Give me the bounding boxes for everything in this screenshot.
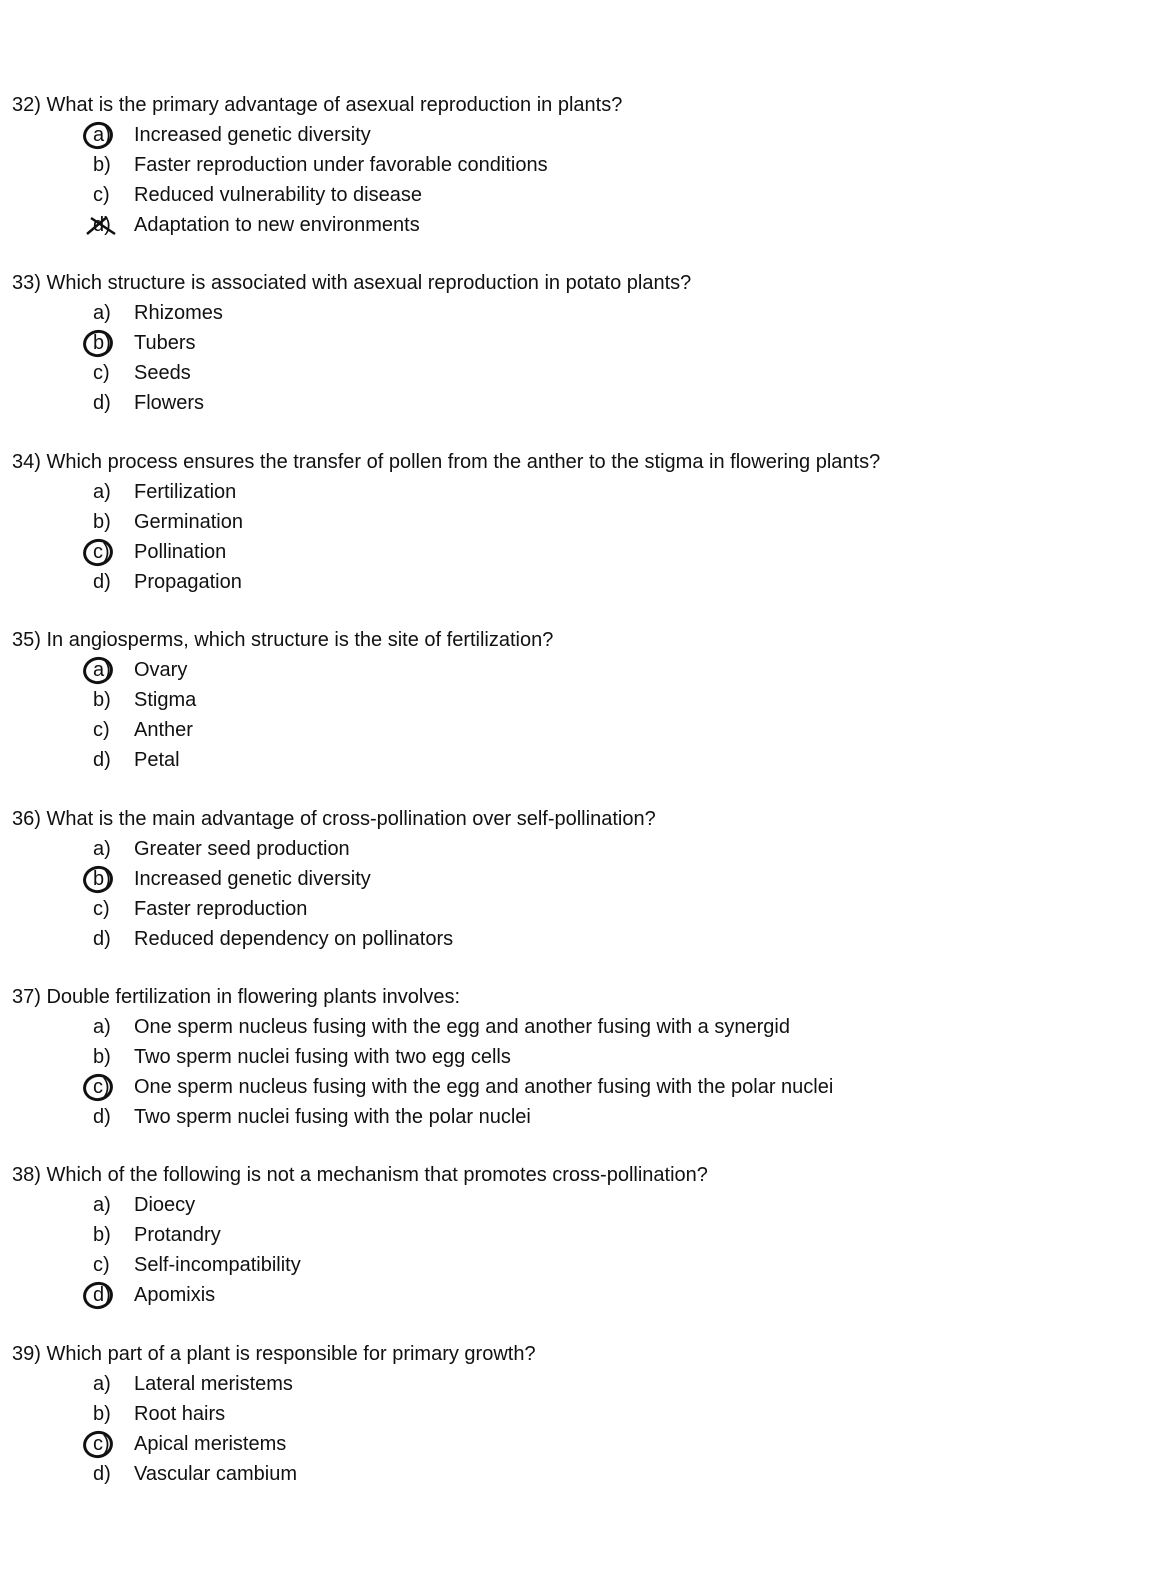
option-letter-text: b): [93, 511, 111, 533]
option-text: Greater seed production: [134, 838, 350, 860]
answer-option[interactable]: [12, 358, 691, 388]
option-letter-text: c): [93, 362, 110, 384]
answer-option[interactable]: [12, 1190, 708, 1220]
option-text: Pollination: [134, 541, 227, 563]
option-letter-text: d): [93, 928, 111, 950]
option-letter-text: b): [93, 1403, 111, 1425]
option-text: Apical meristems: [134, 1433, 287, 1455]
option-text: Germination: [134, 511, 243, 533]
question-number: 34): [12, 451, 41, 473]
option-text: Increased genetic diversity: [134, 868, 371, 890]
answer-option[interactable]: [12, 924, 656, 954]
answer-option[interactable]: [12, 1280, 708, 1310]
option-letter-text: a): [93, 838, 111, 860]
option-letter: [93, 1190, 129, 1220]
option-letter-text: a): [93, 302, 111, 324]
answer-option[interactable]: [12, 1429, 536, 1459]
option-letter: [93, 567, 129, 597]
option-text: Fertilization: [134, 481, 237, 503]
answer-option[interactable]: [12, 567, 880, 597]
option-letter: [93, 388, 129, 418]
option-letter-text: d): [93, 571, 111, 593]
option-letter: [93, 298, 129, 328]
option-letter-text: d): [93, 1284, 111, 1306]
question-prompt: In angiosperms, which structure is the site of fertilization?: [46, 629, 554, 651]
question-38: [12, 1160, 708, 1310]
option-letter: [93, 745, 129, 775]
option-text: Propagation: [134, 571, 242, 593]
option-letter: [93, 685, 129, 715]
option-letter-text: c): [93, 541, 110, 563]
handwritten-circle-mark: [81, 1071, 116, 1104]
option-letter-text: d): [93, 749, 111, 771]
option-letter-text: a): [93, 481, 111, 503]
option-letter-text: b): [93, 332, 111, 354]
option-letter-text: d): [93, 1463, 111, 1485]
option-letter-text: a): [93, 1373, 111, 1395]
answer-option[interactable]: [12, 150, 622, 180]
option-text: Faster reproduction: [134, 898, 308, 920]
option-text: Two sperm nuclei fusing with the polar nuclei: [134, 1106, 531, 1128]
option-letter-text: a): [93, 124, 111, 146]
answer-option[interactable]: [12, 477, 880, 507]
handwritten-circle-mark: [81, 536, 116, 569]
question-39: [12, 1339, 536, 1489]
question-text: [12, 1160, 708, 1190]
option-letter: [93, 537, 129, 567]
question-35: [12, 625, 553, 775]
option-letter-text: b): [93, 868, 111, 890]
answer-option[interactable]: [12, 1459, 536, 1489]
question-36: [12, 804, 656, 954]
question-prompt: Which process ensures the transfer of pollen from the anther to the stigma in flowering plants?: [46, 451, 881, 473]
option-letter-text: a): [93, 659, 111, 681]
question-number: 39): [12, 1343, 41, 1365]
answer-option[interactable]: [12, 120, 622, 150]
answer-option[interactable]: [12, 210, 622, 240]
option-letter: [93, 210, 129, 240]
option-text: Faster reproduction under favorable conditions: [134, 154, 548, 176]
question-number: 36): [12, 808, 41, 830]
option-letter: [93, 328, 129, 358]
answer-option[interactable]: [12, 1072, 834, 1102]
option-text: Dioecy: [134, 1194, 196, 1216]
answer-option[interactable]: [12, 328, 691, 358]
option-letter: [93, 507, 129, 537]
answer-option[interactable]: [12, 715, 553, 745]
question-text: [12, 1339, 536, 1369]
answer-option[interactable]: [12, 1250, 708, 1280]
option-letter: [93, 715, 129, 745]
option-letter-text: d): [93, 1106, 111, 1128]
question-prompt: Which part of a plant is responsible for primary growth?: [46, 1343, 536, 1365]
option-text: Rhizomes: [134, 302, 223, 324]
option-text: Vascular cambium: [134, 1463, 298, 1485]
option-letter-text: b): [93, 1046, 111, 1068]
option-letter: [93, 120, 129, 150]
answer-option[interactable]: [12, 537, 880, 567]
option-letter-text: b): [93, 689, 111, 711]
option-text: Tubers: [134, 332, 196, 354]
option-text: Seeds: [134, 362, 191, 384]
option-letter: [93, 655, 129, 685]
handwritten-circle-mark: [81, 1428, 116, 1461]
option-letter: [93, 1459, 129, 1489]
option-letter-text: a): [93, 1016, 111, 1038]
answer-option[interactable]: [12, 298, 691, 328]
option-letter: [93, 1429, 129, 1459]
option-text: One sperm nucleus fusing with the egg and another fusing with a synergid: [134, 1016, 790, 1038]
option-letter-text: c): [93, 898, 110, 920]
question-number: 37): [12, 986, 41, 1008]
option-text: Anther: [134, 719, 193, 741]
handwritten-cross-mark: [85, 214, 119, 236]
question-37: [12, 982, 834, 1132]
option-letter-text: d): [93, 392, 111, 414]
question-number: 32): [12, 94, 41, 116]
answer-option[interactable]: [12, 745, 553, 775]
option-letter-text: d): [93, 214, 111, 236]
option-text: Reduced dependency on pollinators: [134, 928, 454, 950]
answer-option[interactable]: [12, 1042, 511, 1072]
question-34: [12, 447, 880, 597]
answer-option[interactable]: [12, 507, 880, 537]
option-text: Self-incompatibility: [134, 1254, 301, 1276]
option-letter: [93, 1012, 129, 1042]
answer-option[interactable]: [12, 864, 656, 894]
option-letter: [93, 1072, 129, 1102]
option-letter: [93, 358, 129, 388]
answer-option[interactable]: [12, 388, 691, 418]
option-text: Protandry: [134, 1224, 221, 1246]
question-text: [12, 982, 460, 1012]
option-letter-text: c): [93, 1433, 110, 1455]
answer-option[interactable]: [12, 834, 656, 864]
option-letter: [93, 1220, 129, 1250]
option-text: Flowers: [134, 392, 205, 414]
question-32: [12, 90, 622, 240]
option-letter: [93, 1102, 129, 1132]
option-letter: [93, 1042, 129, 1072]
option-letter: [93, 1369, 129, 1399]
option-letter: [93, 834, 129, 864]
option-text: Increased genetic diversity: [134, 124, 371, 146]
question-text: [12, 804, 656, 834]
option-letter: [93, 924, 129, 954]
question-number: 38): [12, 1164, 41, 1186]
option-text: Reduced vulnerability to disease: [134, 184, 422, 206]
option-letter: [93, 150, 129, 180]
answer-option[interactable]: [12, 1012, 790, 1042]
option-letter-text: c): [93, 1076, 110, 1098]
option-text: Apomixis: [134, 1284, 216, 1306]
answer-option[interactable]: [12, 1369, 536, 1399]
option-letter: [93, 477, 129, 507]
option-letter-text: a): [93, 1194, 111, 1216]
answer-option[interactable]: [12, 180, 622, 210]
option-letter-text: c): [93, 1254, 110, 1276]
answer-option[interactable]: [12, 655, 553, 685]
option-letter: [93, 864, 129, 894]
option-text: Petal: [134, 749, 180, 771]
question-prompt: Which structure is associated with asexual reproduction in potato plants?: [46, 272, 692, 294]
question-prompt: Which of the following is not a mechanism that promotes cross-pollination?: [46, 1164, 708, 1186]
option-text: Stigma: [134, 689, 197, 711]
answer-option[interactable]: [12, 1399, 536, 1429]
option-letter-text: c): [93, 184, 110, 206]
question-number: 33): [12, 272, 41, 294]
question-33: [12, 268, 691, 418]
question-prompt: What is the main advantage of cross-pollination over self-pollination?: [46, 808, 656, 830]
option-letter: [93, 1399, 129, 1429]
option-letter-text: b): [93, 154, 111, 176]
question-number: 35): [12, 629, 41, 651]
option-letter: [93, 894, 129, 924]
question-prompt: Double fertilization in flowering plants involves:: [46, 986, 461, 1008]
question-text: [12, 447, 880, 477]
question-prompt: What is the primary advantage of asexual reproduction in plants?: [46, 94, 623, 116]
option-letter: [93, 1280, 129, 1310]
option-text: Ovary: [134, 659, 188, 681]
question-text: [12, 268, 691, 298]
answer-option[interactable]: [12, 1220, 708, 1250]
option-letter-text: c): [93, 719, 110, 741]
option-text: Adaptation to new environments: [134, 214, 420, 236]
option-letter: [93, 180, 129, 210]
option-text: Two sperm nuclei fusing with two egg cells: [134, 1046, 511, 1068]
question-text: [12, 90, 622, 120]
answer-option[interactable]: [12, 894, 656, 924]
option-text: Lateral meristems: [134, 1373, 293, 1395]
option-text: One sperm nucleus fusing with the egg and another fusing with the polar nuclei: [134, 1076, 834, 1098]
answer-option[interactable]: [12, 1102, 531, 1132]
question-text: [12, 625, 553, 655]
answer-option[interactable]: [12, 685, 553, 715]
option-letter-text: b): [93, 1224, 111, 1246]
option-text: Root hairs: [134, 1403, 226, 1425]
option-letter: [93, 1250, 129, 1280]
